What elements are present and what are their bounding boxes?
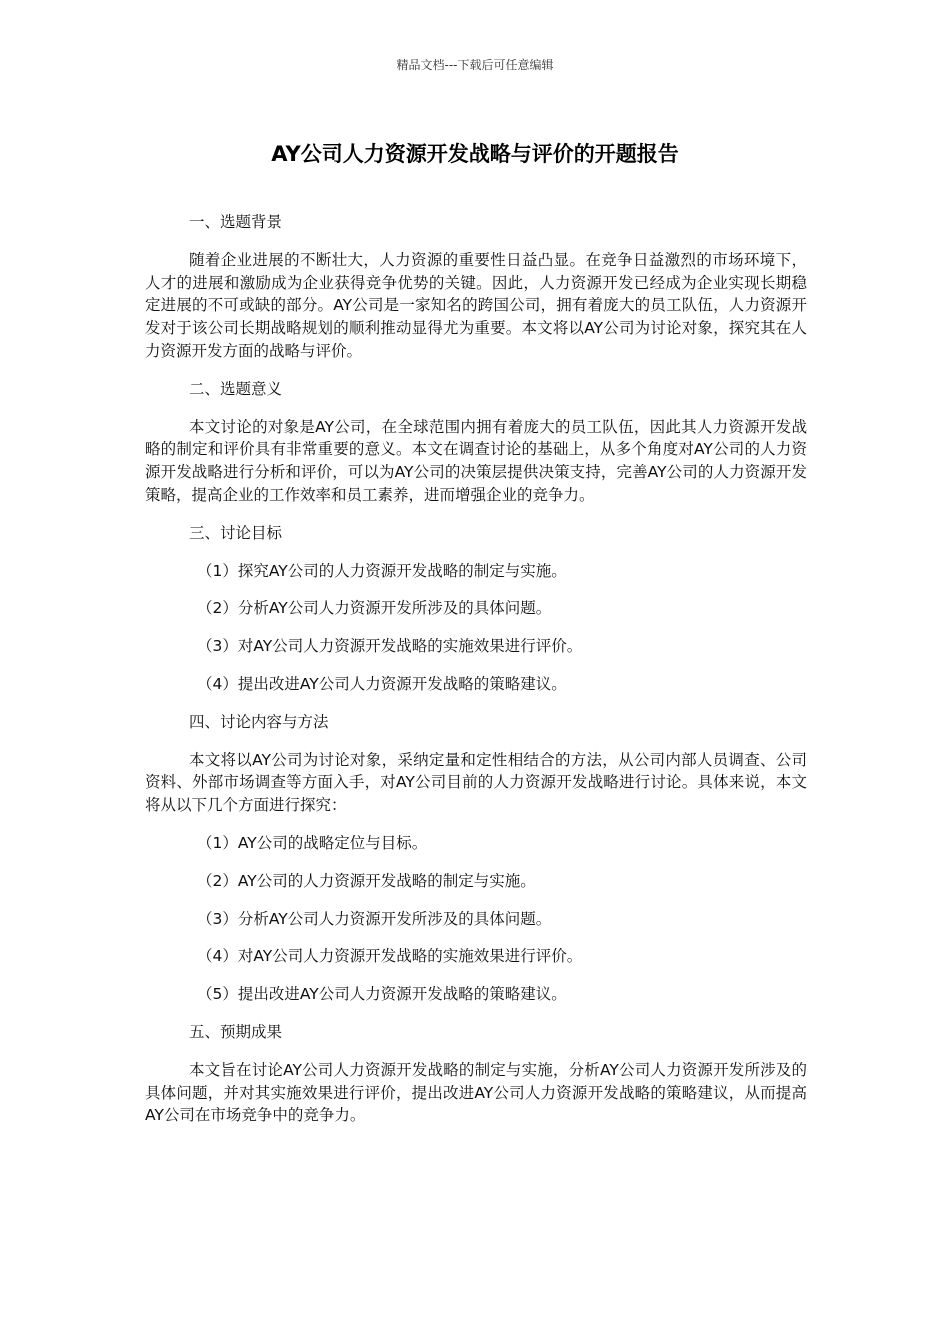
section-heading: 三、讨论目标 <box>189 523 283 542</box>
section-heading: 四、讨论内容与方法 <box>189 712 329 731</box>
section-paragraph: 本文讨论的对象是AY公司，在全球范围内拥有着庞大的员工队伍，因此其人力资源开发战略的制定和评价具有非常重要的意义。本文在调查讨论的基础上，从多个角度对AY公司的人力资源开发战略进行分析和评价，可以为AY公司的决策层提供决策支持，完善AY公司的人力资源开发策略，提高企业的工作效率和员工素养，进而增强企业的竞争力。 <box>145 417 807 504</box>
document-body <box>145 211 807 1142</box>
section-expected-results <box>145 1021 807 1127</box>
section-paragraph: 随着企业进展的不断壮大，人力资源的重要性日益凸显。在竞争日益激烈的市场环境下，人才的进展和激励成为企业获得竞争优势的关键。因此，人力资源开发已经成为企业实现长期稳定进展的不可或缺的部分。AY公司是一家知名的跨国公司，拥有着庞大的员工队伍，人力资源开发对于该公司长期战略规划的顺利推动显得尤为重要。本文将以AY公司为讨论对象，探究其在人力资源开发方面的战略与评价。 <box>145 250 807 360</box>
section-background <box>145 211 807 363</box>
list-item: （1）探究AY公司的人力资源开发战略的制定与实施。 <box>197 561 567 580</box>
section-paragraph: 本文旨在讨论AY公司人力资源开发战略的制定与实施，分析AY公司人力资源开发所涉及的具体问题，并对其实施效果进行评价，提出改进AY公司人力资源开发战略的策略建议，从而提高AY公司在市场竞争中的竞争力。 <box>145 1060 807 1125</box>
list-item: （3）分析AY公司人力资源开发所涉及的具体问题。 <box>197 909 552 928</box>
section-paragraph: 本文将以AY公司为讨论对象，采纳定量和定性相结合的方法，从公司内部人员调查、公司资料、外部市场调查等方面入手，对AY公司目前的人力资源开发战略进行讨论。具体来说，本文将从以下几个方面进行探究： <box>145 750 807 815</box>
list-item: （3）对AY公司人力资源开发战略的实施效果进行评价。 <box>197 637 583 656</box>
section-content-methods <box>145 711 807 1006</box>
list-item: （4）对AY公司人力资源开发战略的实施效果进行评价。 <box>197 947 583 966</box>
document-title: AY公司人力资源开发战略与评价的开题报告 <box>271 142 679 166</box>
list-item: （1）AY公司的战略定位与目标。 <box>197 833 428 852</box>
page-header: 精品文档---下载后可任意编辑 <box>396 58 554 72</box>
section-heading: 二、选题意义 <box>189 379 283 398</box>
list-item: （4）提出改进AY公司人力资源开发战略的策略建议。 <box>197 674 567 693</box>
list-item: （2）AY公司的人力资源开发战略的制定与实施。 <box>197 871 536 890</box>
content-list <box>145 832 807 1006</box>
section-heading: 一、选题背景 <box>189 213 283 231</box>
section-objectives <box>145 522 807 696</box>
list-item: （5）提出改进AY公司人力资源开发战略的策略建议。 <box>197 985 567 1004</box>
objective-list <box>145 560 807 696</box>
section-significance <box>145 378 807 507</box>
section-heading: 五、预期成果 <box>189 1022 283 1041</box>
list-item: （2）分析AY公司人力资源开发所涉及的具体问题。 <box>197 599 552 618</box>
